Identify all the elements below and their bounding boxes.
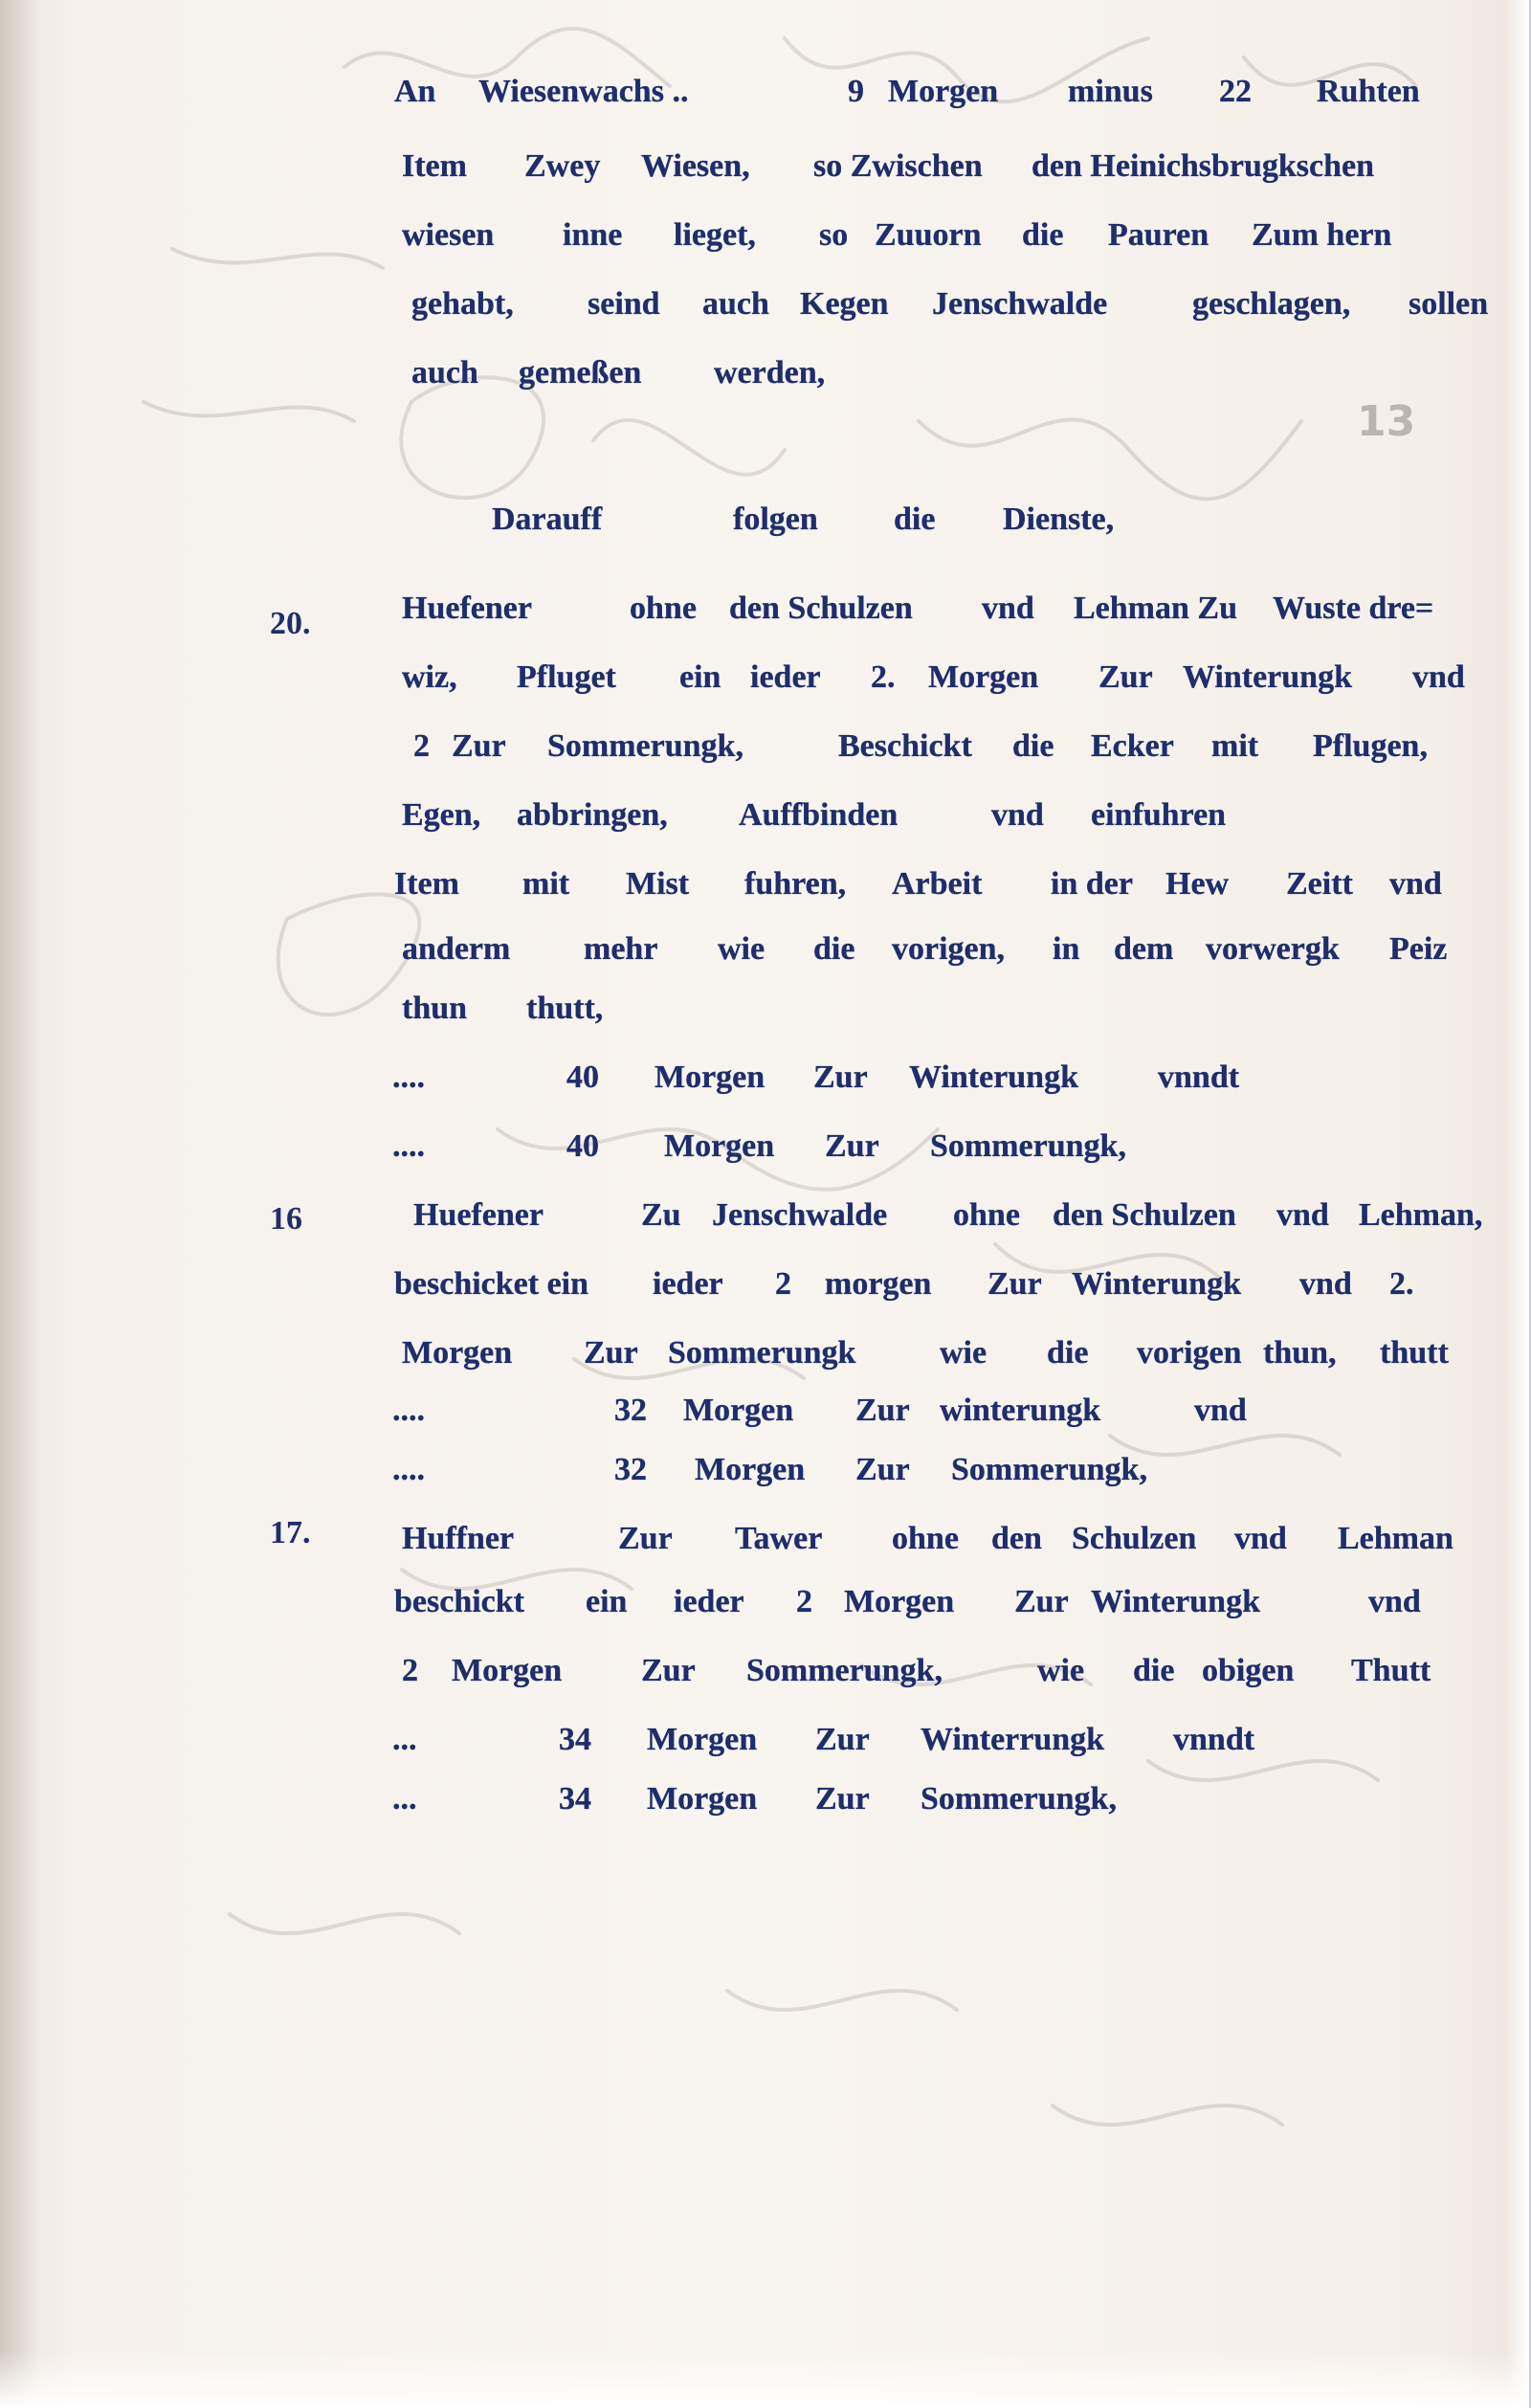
word: Morgen <box>695 1452 806 1487</box>
word: Morgen <box>452 1653 563 1688</box>
text-line <box>0 1330 1529 1376</box>
word: Sommerungk, <box>547 728 743 764</box>
word: auch <box>702 286 769 322</box>
word: die <box>1012 728 1054 764</box>
word: den <box>991 1521 1042 1556</box>
margin-number: 20. <box>270 606 311 641</box>
word: sollen <box>1409 286 1489 322</box>
word: Zur <box>815 1781 870 1817</box>
word: ... <box>392 1781 417 1817</box>
word: 34 <box>559 1781 591 1817</box>
word: Zuuorn <box>875 217 982 253</box>
word: Tawer <box>735 1521 823 1556</box>
word: vnd <box>982 591 1034 626</box>
word: An <box>394 74 436 109</box>
word: ieder <box>750 659 821 695</box>
word: Wiesen, <box>641 148 750 184</box>
word: gemeßen <box>519 355 642 390</box>
word: Zur <box>987 1266 1042 1302</box>
word: mit <box>522 866 570 902</box>
word: Pauren <box>1108 217 1209 253</box>
word: so Zwischen <box>813 148 983 184</box>
word: 2 <box>775 1266 791 1302</box>
word: vnd <box>1389 866 1442 902</box>
text-line <box>0 1579 1529 1625</box>
word: .... <box>392 1059 425 1095</box>
word: die <box>813 931 855 967</box>
word: thutt, <box>526 991 604 1026</box>
word: Winterungk <box>909 1059 1078 1095</box>
word: .... <box>392 1128 425 1164</box>
word: Auffbinden <box>739 797 899 833</box>
word: fuhren, <box>744 866 847 902</box>
word: vnd <box>1299 1266 1352 1302</box>
word: Morgen <box>844 1584 955 1619</box>
word: Dienste, <box>1003 502 1115 537</box>
word: die <box>894 502 936 537</box>
word: Morgen <box>655 1059 766 1095</box>
word: Zur <box>584 1335 638 1371</box>
word: Zwey <box>524 148 601 184</box>
word: ohne <box>892 1521 959 1556</box>
word: die <box>1047 1335 1089 1371</box>
word: Zur <box>1014 1584 1069 1619</box>
word: ohne <box>953 1197 1020 1233</box>
word: 9 <box>848 74 864 109</box>
word: vnndt <box>1158 1059 1240 1095</box>
word: ein <box>586 1584 628 1619</box>
word: beschicket ein <box>394 1266 589 1302</box>
word: 40 <box>566 1128 599 1164</box>
word: mehr <box>584 931 658 967</box>
word: vnd <box>1276 1197 1329 1233</box>
word: Zur <box>1098 659 1153 695</box>
word: Lehman, <box>1359 1197 1483 1233</box>
word: Item <box>394 866 459 902</box>
word: die <box>1133 1653 1175 1688</box>
word: Zur <box>855 1452 910 1487</box>
text-line <box>0 497 1529 543</box>
word: Ruhten <box>1317 74 1420 109</box>
word: Morgen <box>683 1393 794 1428</box>
word: seind <box>588 286 660 322</box>
word: wiz, <box>402 659 457 695</box>
margin-number: 16 <box>270 1201 302 1237</box>
word: thun, <box>1263 1335 1337 1371</box>
word: anderm <box>402 931 511 967</box>
word: ein <box>679 659 721 695</box>
word: werden, <box>714 355 826 390</box>
word: thun <box>402 991 468 1026</box>
word: wie <box>1037 1653 1085 1688</box>
word: wiesen <box>402 217 495 253</box>
word: Winterungk <box>1091 1584 1260 1619</box>
word: 34 <box>559 1722 591 1757</box>
word: vnd <box>1234 1521 1287 1556</box>
word: Zur <box>815 1722 870 1757</box>
text-line <box>0 69 1529 115</box>
word: einfuhren <box>1091 797 1227 833</box>
word: Morgen <box>928 659 1039 695</box>
word: Morgen <box>664 1128 775 1164</box>
word: Sommerungk <box>668 1335 856 1371</box>
text-line <box>0 1124 1529 1170</box>
page-number: 13 <box>1357 397 1416 446</box>
word: vorigen <box>1137 1335 1242 1371</box>
word: ieder <box>674 1584 744 1619</box>
word: Beschickt <box>838 728 972 764</box>
word: Huefener <box>413 1197 544 1233</box>
text-line <box>0 926 1529 972</box>
word: Zur <box>641 1653 696 1688</box>
word: Winterungk <box>1072 1266 1241 1302</box>
word: Zur <box>855 1393 910 1428</box>
text-line <box>0 350 1529 396</box>
word: Morgen <box>647 1781 758 1817</box>
word: wie <box>718 931 766 967</box>
word: den Schulzen <box>1053 1197 1236 1233</box>
word: Sommerungk, <box>951 1452 1147 1487</box>
word: Zur <box>452 728 506 764</box>
word: Zur <box>813 1059 868 1095</box>
word: auch <box>411 355 478 390</box>
word: Zur <box>825 1128 879 1164</box>
word: Lehman <box>1338 1521 1453 1556</box>
word: in der <box>1051 866 1133 902</box>
word: Kegen <box>800 286 889 322</box>
word: Lehman Zu <box>1074 591 1237 626</box>
text-line <box>0 212 1529 258</box>
word: Thutt <box>1351 1653 1431 1688</box>
word: Jenschwalde <box>712 1197 888 1233</box>
page-edge-bottom <box>0 2351 1529 2408</box>
word: .... <box>392 1452 425 1487</box>
word: gehabt, <box>411 286 514 322</box>
word: 2 <box>796 1584 812 1619</box>
word: Pflugen, <box>1313 728 1428 764</box>
word: Zum hern <box>1252 217 1392 253</box>
word: Pfluget <box>517 659 616 695</box>
word: Wuste dre= <box>1273 591 1434 626</box>
word: 40 <box>566 1059 599 1095</box>
word: den Schulzen <box>729 591 913 626</box>
word: beschickt <box>394 1584 524 1619</box>
text-line <box>0 792 1529 838</box>
word: Jenschwalde <box>932 286 1108 322</box>
word: Huefener <box>402 591 532 626</box>
word: in <box>1053 931 1080 967</box>
word: die <box>1022 217 1064 253</box>
word: Sommerungk, <box>921 1781 1117 1817</box>
word: vnd <box>1412 659 1465 695</box>
word: vnd <box>1368 1584 1421 1619</box>
word: 2 <box>402 1653 418 1688</box>
word: 22 <box>1219 74 1252 109</box>
word: Darauff <box>492 502 603 537</box>
word: Schulzen <box>1072 1521 1197 1556</box>
margin-number: 17. <box>270 1515 311 1550</box>
word: ohne <box>630 591 697 626</box>
word: 2. <box>1389 1266 1414 1302</box>
text-line <box>0 1447 1529 1493</box>
word: Winterungk <box>1183 659 1352 695</box>
word: wie <box>940 1335 987 1371</box>
word: Sommerungk, <box>930 1128 1126 1164</box>
word: Zeitt <box>1286 866 1353 902</box>
word: Peiz <box>1389 931 1448 967</box>
word: vorwergk <box>1206 931 1340 967</box>
word: Arbeit <box>892 866 983 902</box>
word: Morgen <box>647 1722 758 1757</box>
text-line <box>0 986 1529 1032</box>
text-line <box>0 1776 1529 1822</box>
word: dem <box>1114 931 1174 967</box>
text-line <box>0 1516 1529 1562</box>
word: ieder <box>653 1266 723 1302</box>
text-line <box>0 861 1529 907</box>
word: abbringen, <box>517 797 668 833</box>
word: vorigen, <box>892 931 1006 967</box>
word: ... <box>392 1722 417 1757</box>
word: den Heinichsbrugkschen <box>1032 148 1375 184</box>
word: 32 <box>614 1393 647 1428</box>
text-line <box>0 1193 1529 1238</box>
word: obigen <box>1202 1653 1295 1688</box>
text-line <box>0 1648 1529 1694</box>
text-line <box>0 1388 1529 1434</box>
word: .... <box>392 1393 425 1428</box>
word: Hew <box>1165 866 1230 902</box>
word: 2 <box>413 728 430 764</box>
word: vnd <box>991 797 1044 833</box>
word: Huffner <box>402 1521 515 1556</box>
word: Item <box>402 148 467 184</box>
word: 2. <box>871 659 896 695</box>
word: vnndt <box>1173 1722 1255 1757</box>
word: morgen <box>825 1266 932 1302</box>
word: Winterrungk <box>921 1722 1105 1757</box>
word: Zur <box>618 1521 673 1556</box>
word: geschlagen, <box>1192 286 1351 322</box>
word: so <box>819 217 849 253</box>
word: Egen, <box>402 797 481 833</box>
word: winterungk <box>940 1393 1101 1428</box>
word: inne <box>563 217 623 253</box>
word: Ecker <box>1091 728 1174 764</box>
text-line <box>0 281 1529 327</box>
page-edge-right <box>1504 0 1529 2408</box>
word: Morgen <box>402 1335 513 1371</box>
text-line <box>0 655 1529 701</box>
text-line <box>0 1261 1529 1307</box>
word: lieget, <box>674 217 756 253</box>
word: vnd <box>1194 1393 1247 1428</box>
text-line <box>0 1717 1529 1763</box>
word: Wiesenwachs .. <box>478 74 689 109</box>
word: mit <box>1211 728 1259 764</box>
text-line <box>0 144 1529 190</box>
text-line <box>0 724 1529 769</box>
word: Sommerungk, <box>746 1653 943 1688</box>
word: 32 <box>614 1452 647 1487</box>
word: thutt <box>1380 1335 1449 1371</box>
word: folgen <box>733 502 818 537</box>
text-line <box>0 1055 1529 1101</box>
word: Morgen <box>888 74 999 109</box>
word: minus <box>1068 74 1153 109</box>
word: Zu <box>641 1197 681 1233</box>
word: Mist <box>626 866 690 902</box>
text-line <box>0 586 1529 632</box>
